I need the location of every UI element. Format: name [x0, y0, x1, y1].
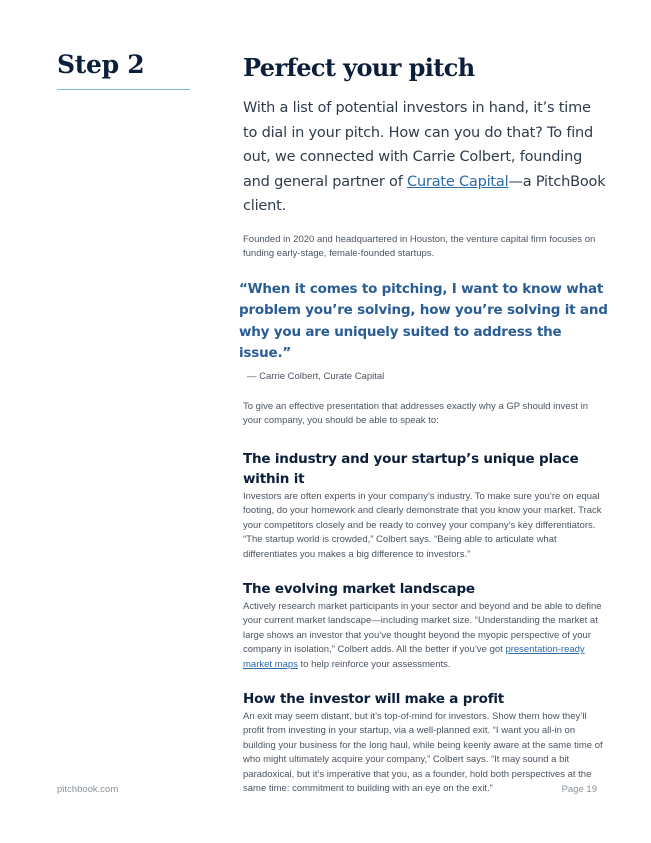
- section-heading: The evolving market landscape: [243, 581, 475, 597]
- footer-site: pitchbook.com: [57, 784, 119, 795]
- page-title: Perfect your pitch: [243, 53, 475, 82]
- curate-capital-link[interactable]: Curate Capital: [407, 173, 509, 190]
- market-maps-link[interactable]: presentation-ready market maps: [243, 644, 585, 670]
- page-number: Page 19: [561, 784, 597, 795]
- step-label: Step 2: [57, 50, 145, 79]
- section-body: Investors are often experts in your company’s industry. To make sure you’re on equal footing, do your homework and clearly demonstrate that you know your market. Track your competitors closely and be ready to convey your company’s key differentiators. “The startup world is crowded,” Colbert says. “Being able to articulate what differentiates you makes a big difference to investors.”: [243, 490, 602, 560]
- quote-text: “When it comes to pitching, I want to know what problem you’re solving, how you’re solving it and why you are uniquely suited to address the issue.”: [239, 280, 608, 361]
- section-body-text-before: Actively research market participants in your sector and beyond and be able to define your current market landscape—including market size. “Understanding the market at large shows an investor that you’ve thought beyond the myopic perspective of your company in isolation,” Colbert adds. All the better if you’ve got: [243, 600, 602, 655]
- section-body: [243, 600, 609, 673]
- intro-paragraph: [243, 96, 609, 219]
- section-body: An exit may seem distant, but it’s top-of-mind for investors. Show them how they’ll profit from investing in your startup, via a well-planned exit. “I want you all-in on building your business for the long haul, while being keenly aware at the same time of who might ultimately acquire your company,” Colbert says. “It may sound a bit paradoxical, but it’s imperative that you, as a founder, hold both perspectives at the same time: commitment to building with an eye on the exit.”: [243, 710, 603, 794]
- intro-text-after: —a PitchBook client.: [243, 173, 606, 214]
- lead-in-paragraph: To give an effective presentation that addresses exactly why a GP should invest in your company, you should be able to speak to:: [243, 400, 589, 426]
- pull-quote: [239, 279, 609, 365]
- section-heading: How the investor will make a profit: [243, 691, 505, 707]
- section-body-text-after: to help reinforce your assessments.: [297, 658, 451, 670]
- section-industry: [243, 449, 609, 563]
- main-content: [239, 52, 609, 797]
- quote-attribution: — Carrie Colbert, Curate Capital: [247, 370, 385, 382]
- section-heading: The industry and your startup’s unique place within it: [243, 450, 579, 487]
- intro-text-before: With a list of potential investors in hand, it’s time to dial in your pitch. How can you do that? To find out, we connected with Carrie Colbert, founding and general partner of: [243, 100, 594, 190]
- section-market-landscape: [243, 579, 609, 672]
- step-divider: [57, 89, 190, 90]
- founded-note: Founded in 2020 and headquartered in Houston, the venture capital firm focuses on funding early-stage, female-founded startups.: [243, 233, 596, 259]
- section-investor-profit: [243, 689, 609, 797]
